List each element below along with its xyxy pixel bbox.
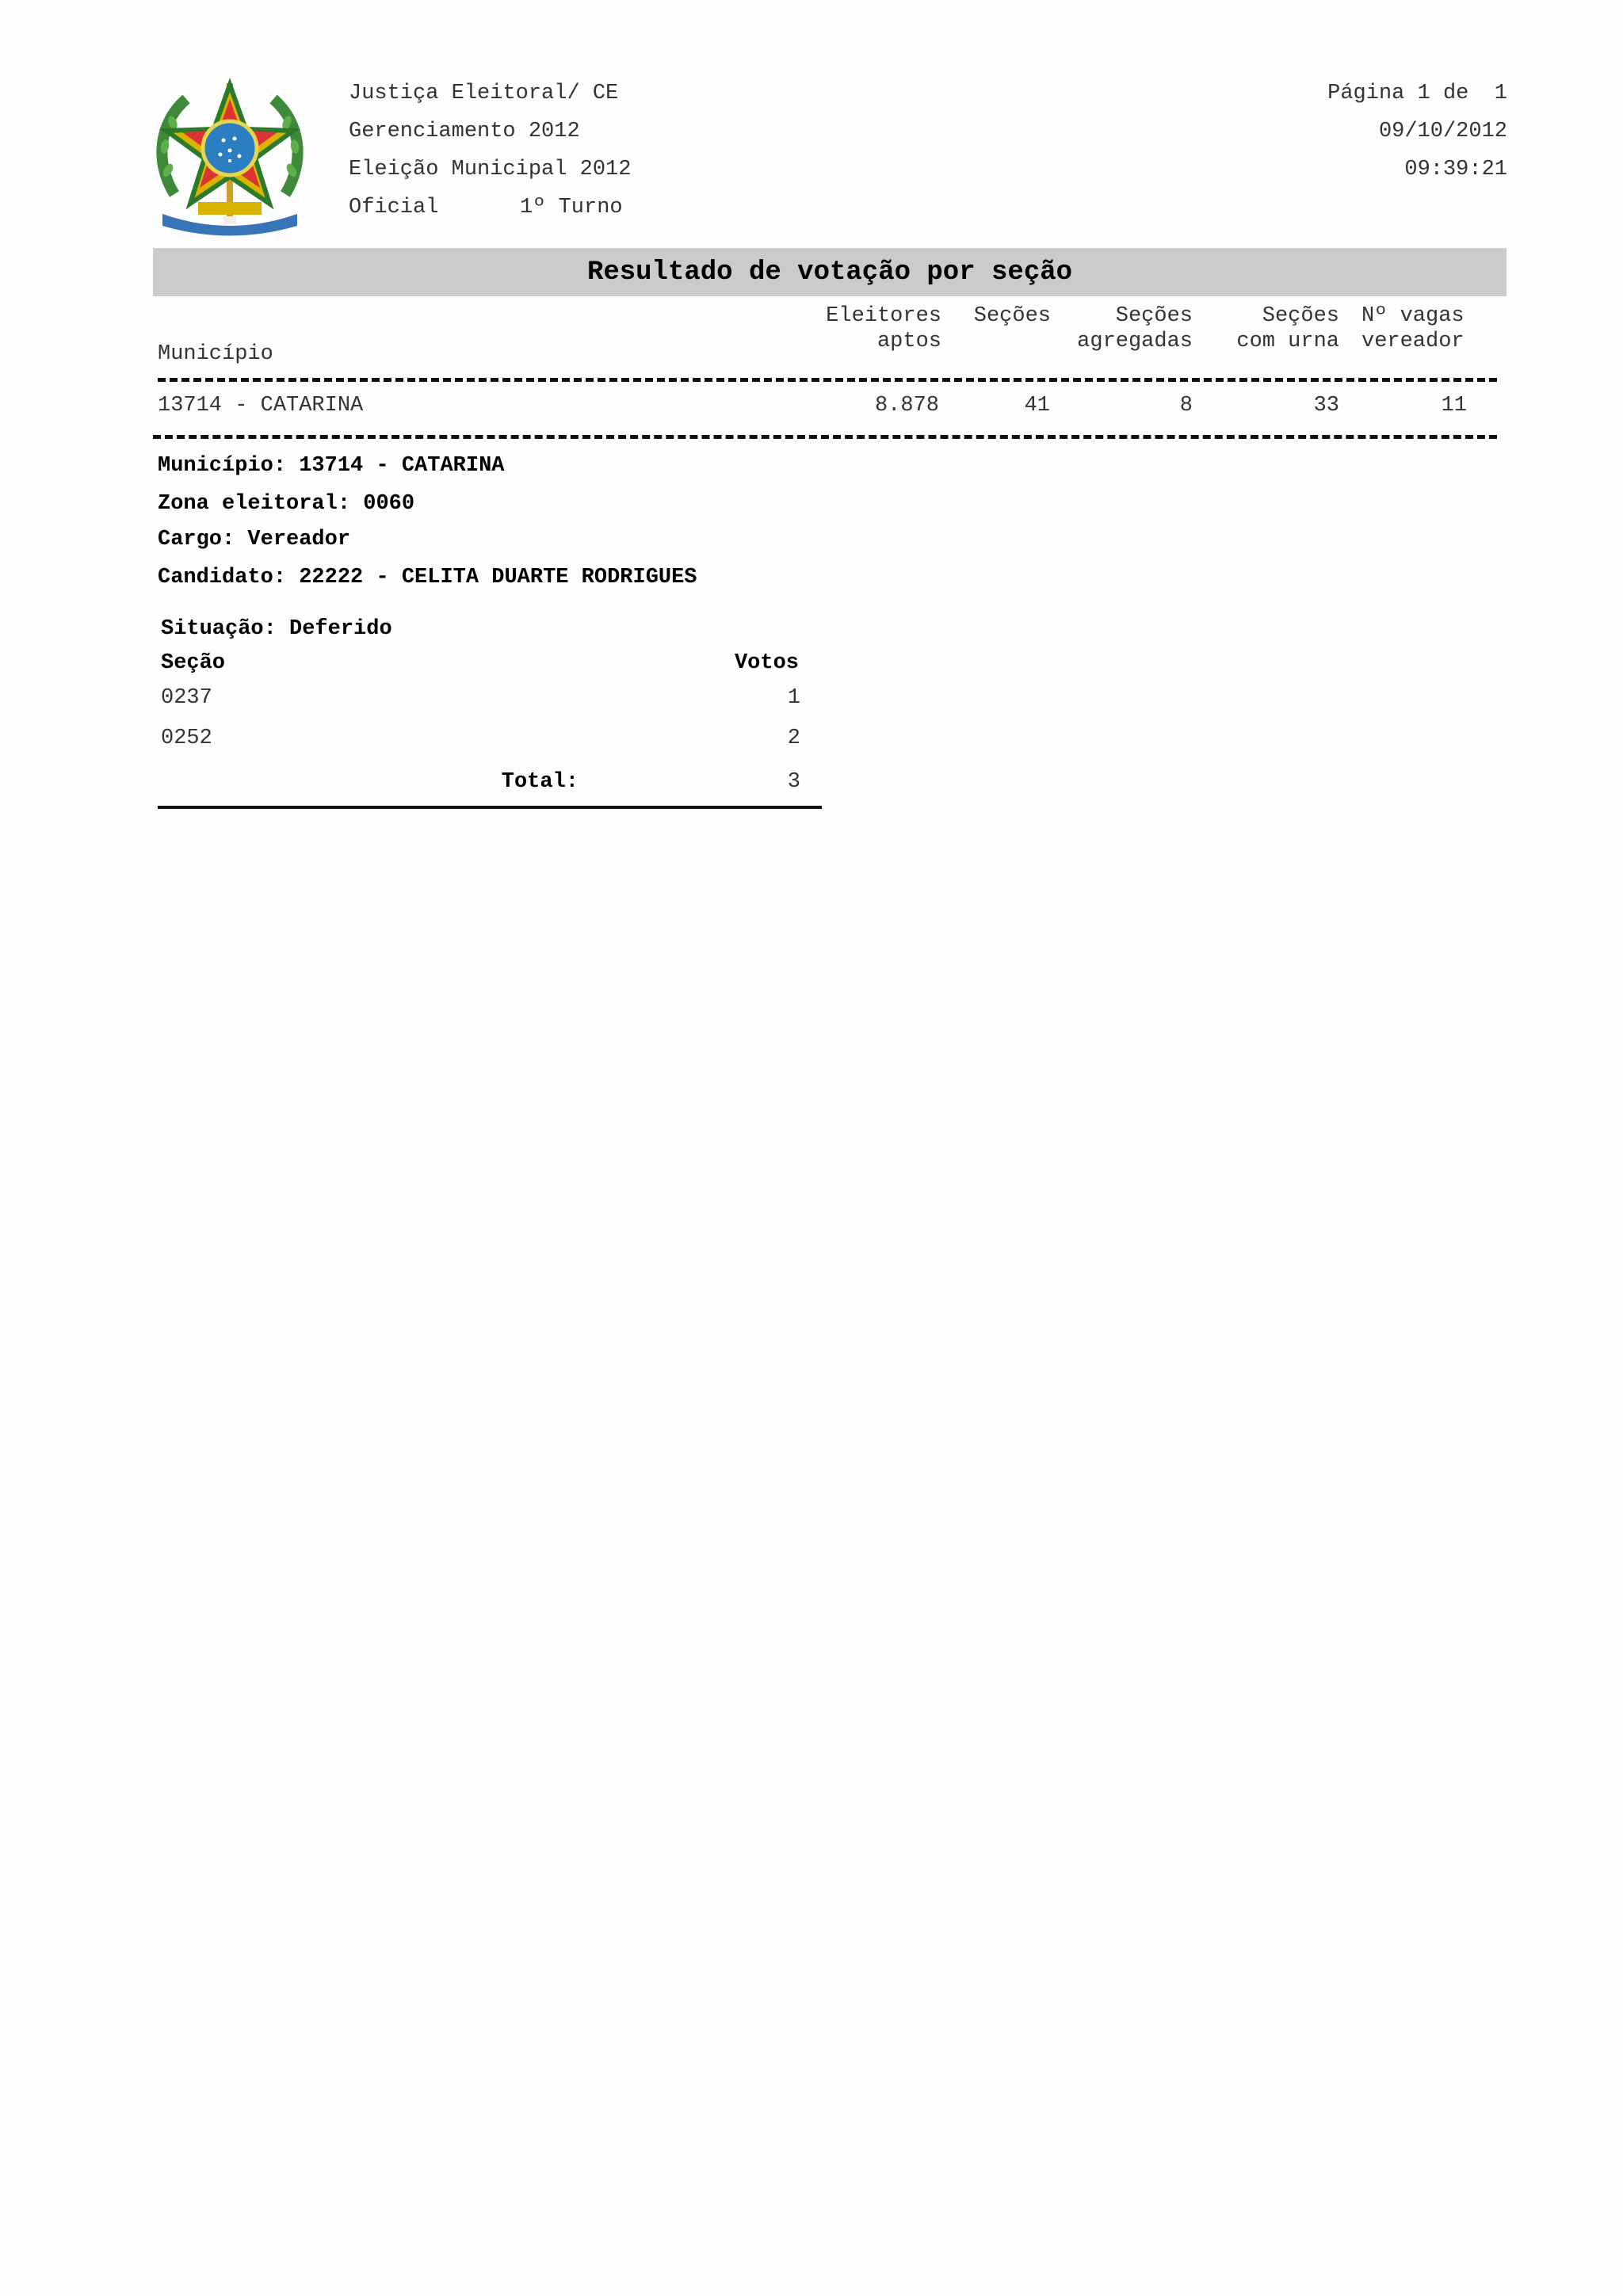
report-title: Resultado de votação por seção — [586, 257, 1073, 288]
col-eleitores-line2: aptos — [876, 330, 941, 353]
header-org: Justiça Eleitoral/ CE — [349, 82, 619, 105]
votes-total-value: 3 — [787, 770, 800, 794]
detail-candidato: Candidato: 22222 - CELITA DUARTE RODRIGUES — [158, 566, 697, 589]
report-date: 09/10/2012 — [1378, 120, 1507, 143]
col-com-urna-line1: Seções — [1262, 304, 1339, 328]
row-com-urna: 33 — [1313, 394, 1339, 418]
page-indicator: Página 1 de 1 — [1327, 82, 1507, 105]
votes-row-secao: 0237 — [161, 686, 212, 710]
votes-row-secao: 0252 — [161, 727, 212, 750]
brazil-coat-of-arms-logo — [151, 75, 309, 238]
row-vagas: 11 — [1441, 394, 1467, 418]
dashed-divider-bottom — [153, 435, 1497, 439]
detail-zona: Zona eleitoral: 0060 — [158, 492, 415, 516]
detail-situacao: Situação: Deferido — [161, 617, 392, 641]
votes-total-label: Total: — [501, 770, 579, 794]
dashed-divider-top — [158, 378, 1497, 382]
col-agregadas-line1: Seções — [1115, 304, 1193, 328]
col-eleitores-line1: Eleitores — [826, 304, 941, 328]
votes-total-underline — [158, 806, 822, 809]
report-title-band — [153, 248, 1507, 296]
row-agregadas: 8 — [1179, 394, 1193, 418]
col-vagas-line1: Nº vagas — [1361, 304, 1465, 328]
votes-row-votos: 2 — [787, 727, 800, 750]
col-vagas-line2: vereador — [1361, 330, 1465, 353]
col-com-urna-line2: com urna — [1236, 330, 1339, 353]
header-status: Oficial — [349, 196, 439, 219]
row-eleitores: 8.878 — [874, 394, 939, 418]
header-round: 1º Turno — [520, 196, 623, 219]
votes-col-votos: Votos — [734, 651, 799, 675]
col-municipio: Município — [158, 342, 273, 366]
votes-col-secao: Seção — [161, 651, 226, 675]
header-election: Eleição Municipal 2012 — [349, 158, 632, 181]
row-municipio: 13714 - CATARINA — [158, 394, 364, 418]
report-time: 09:39:21 — [1404, 158, 1507, 181]
votes-row-votos: 1 — [787, 686, 800, 710]
detail-cargo: Cargo: Vereador — [158, 528, 351, 551]
row-secoes: 41 — [1024, 394, 1050, 418]
detail-municipio: Município: 13714 - CATARINA — [158, 454, 505, 478]
col-secoes: Seções — [973, 304, 1051, 328]
header-system: Gerenciamento 2012 — [349, 120, 580, 143]
col-agregadas-line2: agregadas — [1077, 330, 1193, 353]
